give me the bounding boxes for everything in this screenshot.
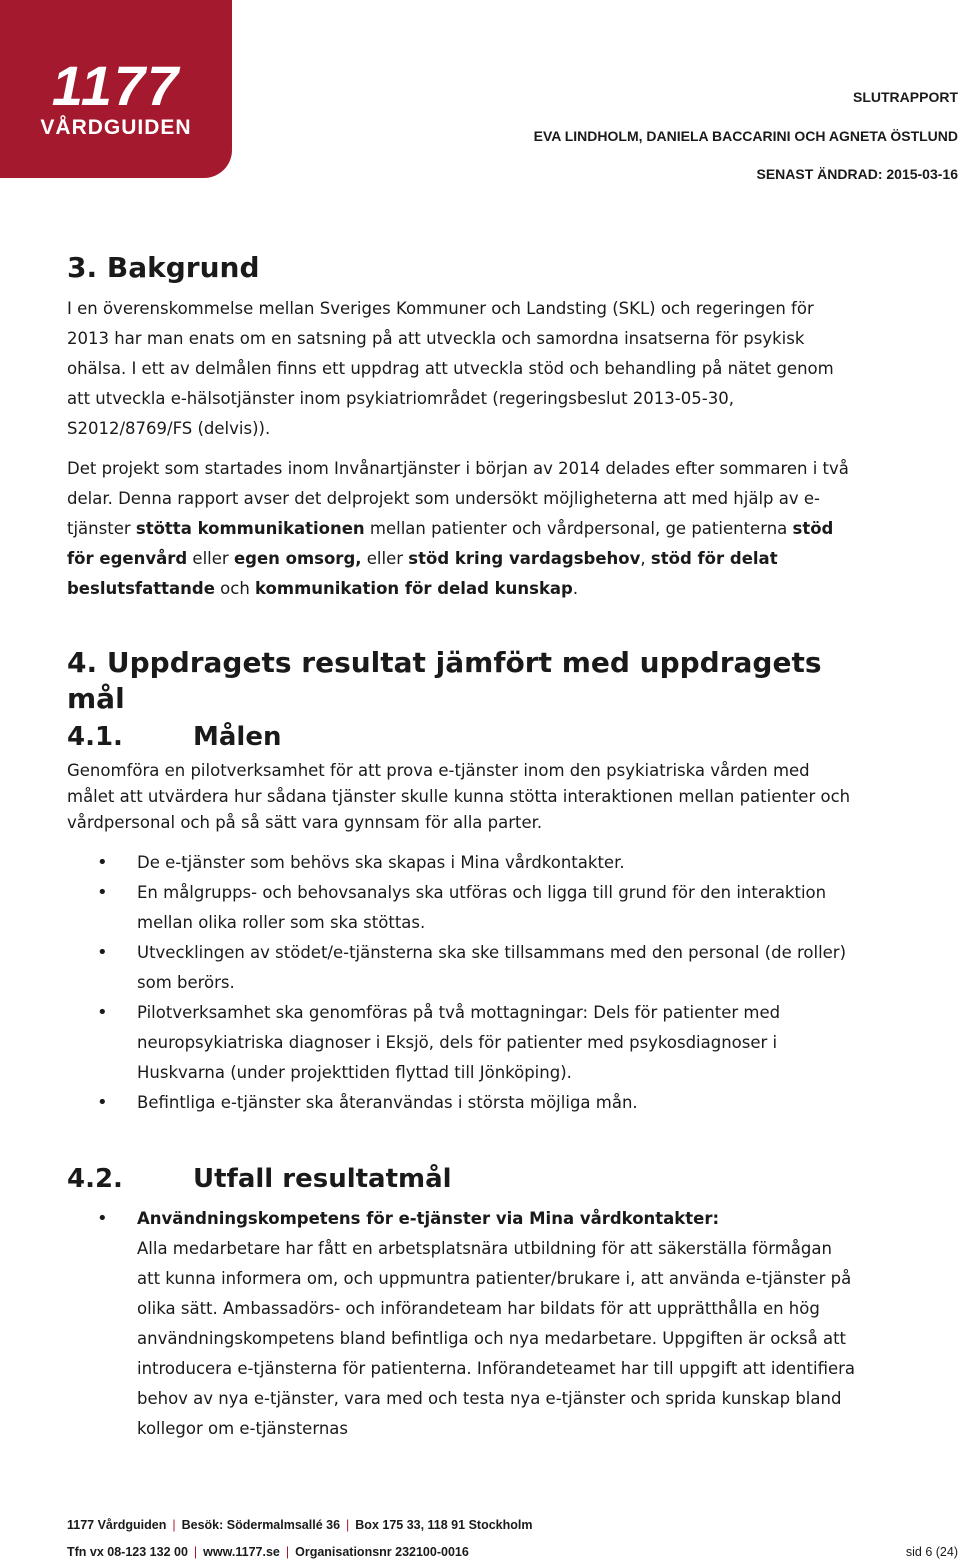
paragraph-background-2: Det projekt som startades inom Invånartjänster i början av 2014 delades efter sommaren i två delar. Denna rapport avser det delprojekt som undersökt möjligheterna att med hjälp av e-tjänster stötta kommunikationen mellan patienter och vårdpersonal, ge patienterna stöd för egenvård eller egen omsorg, eller stöd kring vardagsbehov, stöd för delat beslutsfattande och kommunikation för delad kunskap. (67, 459, 849, 598)
paragraph-background-1: I en överenskommelse mellan Sveriges Kommuner och Landsting (SKL) och regeringen för 2013 har man enats om en satsning på att utveckla och samordna insatserna för psykisk ohälsa. I ett av delmålen finns ett uppdrag att utveckla stöd och behandling på nätet genom att utveckla e-hälsotjänster inom psykiatriområdet (regeringsbeslut 2013-05-30, S2012/8769/FS (delvis)). (67, 299, 834, 438)
outcome-list (67, 1204, 857, 1444)
authors: EVA LINDHOLM, DANIELA BACCARINI OCH AGNETA ÖSTLUND (533, 128, 958, 144)
list-item: • Befintliga e-tjänster ska återanvändas i största möjliga mån. (67, 1088, 857, 1118)
list-item: • En målgrupps- och behovsanalys ska utföras och ligga till grund för den interaktion mellan olika roller som ska stöttas. (67, 878, 857, 938)
heading-resultat: 4. Uppdragets resultat jämfört med uppdragets mål (67, 646, 822, 715)
doc-type: SLUTRAPPORT (853, 89, 958, 105)
list-item: • Utvecklingen av stödet/e-tjänsterna ska ske tillsammans med den personal (de roller) som berörs. (67, 938, 857, 998)
page-number: sid 6 (24) (905, 1545, 958, 1559)
section-malen (67, 720, 857, 1118)
list-item: • De e-tjänster som behövs ska skapas i Mina vårdkontakter. (67, 848, 857, 878)
section-utfall (67, 1162, 857, 1444)
heading-utfall: 4.2. Utfall resultatmål (67, 1164, 452, 1194)
logo-name: VÅRDGUIDEN (40, 116, 192, 139)
section-bakgrund (67, 250, 857, 604)
last-changed-date: 2015-03-16 (886, 166, 958, 182)
section-resultat (67, 645, 857, 717)
outcome-title: Användningskompetens för e-tjänster via Mina vårdkontakter: (137, 1209, 720, 1228)
outcome-text: Alla medarbetare har fått en arbetsplatsnära utbildning för att säkerställa förmågan att kunna informera om, och uppmuntra patienter/brukare i, att använda e-tjänster på olika sätt. Ambassadörs- och införandeteam har bildats för att upprätthålla en hög användningskompetens bland befintliga och nya medarbetare. Uppgiften är också att introducera e-tjänsterna för patienterna. Införandeteamet har till uppgift att identifiera behov av nya e-tjänster, vara med och testa nya e-tjänster och sprida kunskap bland kollegor om e-tjänsternas (137, 1239, 856, 1438)
last-changed-label: SENAST ÄNDRAD: (756, 166, 883, 182)
list-item: • Pilotverksamhet ska genomföras på två mottagningar: Dels för patienter med neuropsykiatriska diagnoser i Eksjö, dels för patienter med psykosdiagnoser i Huskvarna (under projekttiden flyttad till Jönköping). (67, 998, 857, 1088)
footer-line-1: 1177 Vårdguiden | Besök: Södermalmsallé 36 | Box 175 33, 118 91 Stockholm (67, 1518, 533, 1532)
goals-list (67, 848, 857, 1118)
logo-number: 1177 (51, 54, 181, 117)
heading-bakgrund: 3. Bakgrund (67, 251, 260, 284)
footer-line-2: Tfn vx 08-123 132 00 | www.1177.se | Organisationsnr 232100-0016 sid 6 (24) (67, 1545, 958, 1559)
vardguiden-logo (0, 0, 232, 178)
list-item (67, 1204, 857, 1444)
paragraph-malen-intro: Genomföra en pilotverksamhet för att prova e-tjänster inom den psykiatriska vården med målet att utvärdera hur sådana tjänster skulle kunna stötta interaktionen mellan patienter och vårdpersonal och på så sätt vara gynnsam för alla parter. (67, 761, 851, 832)
last-changed (756, 165, 958, 183)
heading-malen: 4.1. Målen (67, 722, 282, 752)
